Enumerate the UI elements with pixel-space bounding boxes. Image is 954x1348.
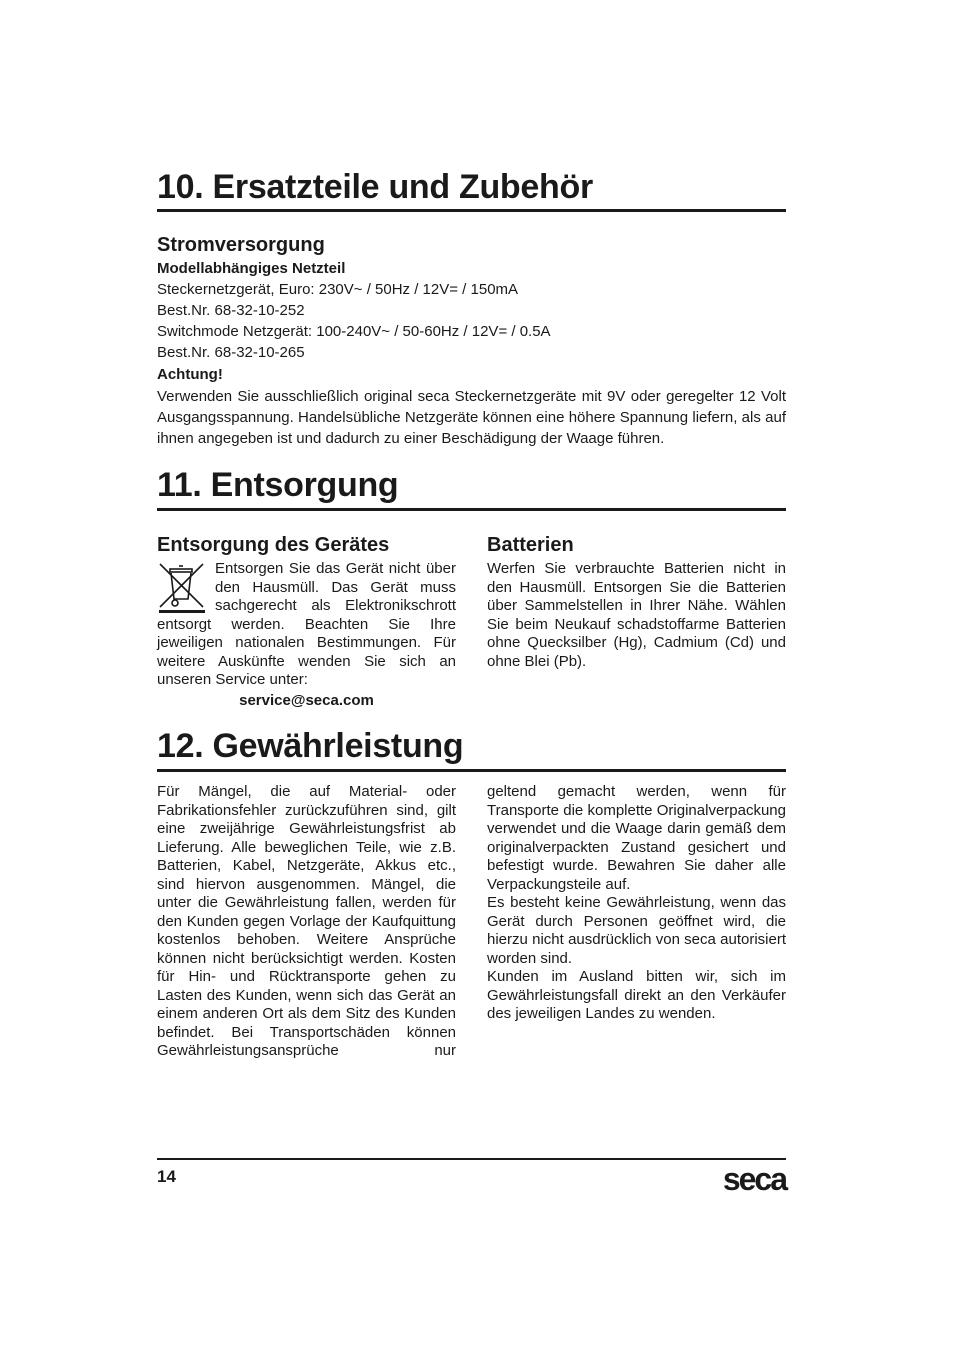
seca-logo: seca xyxy=(722,1161,786,1197)
footer-rule xyxy=(157,1158,786,1160)
warranty-right-column xyxy=(487,783,786,1024)
netzteil-line-1: Steckernetzgerät, Euro: 230V~ / 50Hz / 12V= / 150mA xyxy=(157,281,519,298)
batteries-heading: Batterien xyxy=(487,534,574,556)
page-number: 14 xyxy=(157,1167,176,1186)
icon-float-spacer xyxy=(157,560,215,614)
warning-text: Verwenden Sie ausschließlich original seca Steckernetzgeräte mit 9V oder geregelter 12 Volt Ausgangsspannung. Handelsübliche Netzgeräte können eine höhere Spannung liefern, als auf ihnen angegeben ist und dadurch zu einer Beschädigung der Waage führen. xyxy=(157,388,786,447)
warranty-paragraph-3: Kunden im Ausland bitten wir, sich im Gewährleistungsfall direkt an den Verkäufer des jeweiligen Landes zu wenden. xyxy=(487,968,786,1022)
section-10-rule xyxy=(157,209,786,212)
batteries-text: Werfen Sie verbrauchte Batterien nicht in den Hausmüll. Entsorgen Sie die Batterien über Sammelstellen in Ihrer Nähe. Wählen Sie beim Neukauf schadstoffarme Batterien ohne Quecksilber (Hg), Cadmium (Cd) und ohne Blei (Pb). xyxy=(487,560,786,670)
warranty-paragraph-2: Es besteht keine Gewährleistung, wenn das Gerät durch Personen geöffnet wird, die hierzu nicht ausdrücklich von seca autorisiert worden sind. xyxy=(487,894,786,967)
device-disposal-text: Entsorgen Sie das Gerät nicht über den Hausmüll. Das Gerät muss sachgerecht als Elektronikschrott entsorgt werden. Beachten Sie Ihre jeweiligen nationalen Bestimmungen. Für weitere Auskünfte wenden Sie sich an unseren Service unter: xyxy=(157,560,456,688)
warning-label: Achtung! xyxy=(157,366,223,383)
section-11-title: 11. Entsorgung xyxy=(157,466,399,504)
device-disposal-heading: Entsorgung des Gerätes xyxy=(157,534,390,556)
netzteil-subheading: Modellabhängiges Netzteil xyxy=(157,260,346,277)
netzteil-line-3: Switchmode Netzgerät: 100-240V~ / 50-60Hz / 12V= / 0.5A xyxy=(157,323,551,340)
warranty-paragraph-1: geltend gemacht werden, wenn für Transporte die komplette Originalverpackung verwendet und die Waage darin gemäß dem originalverpackten Zustand gesichert und befestigt wurde. Bewahren Sie daher alle Verpackungsteile auf. xyxy=(487,783,786,893)
service-email[interactable]: service@seca.com xyxy=(239,692,374,709)
netzteil-line-2: Best.Nr. 68-32-10-252 xyxy=(157,302,305,319)
device-disposal-text-block xyxy=(157,560,456,690)
warranty-left-text: Für Mängel, die auf Material- oder Fabrikationsfehler zurückzuführen sind, gilt eine zweijährige Gewährleistungsfrist ab Lieferung. Alle beweglichen Teile, wie z.B. Batterien, Kabel, Netzgeräte, Akkus etc., sind hiervon ausgenommen. Mängel, die unter die Gewährleistung fallen, werden für den Kunden gegen Vorlage der Kaufquittung kostenlos behoben. Weitere Ansprüche können nicht berücksichtigt werden. Kosten für Hin- und Rücktransporte gehen zu Lasten des Kunden, wenn sich das Gerät an einem anderen Ort als dem Sitz des Kunden befindet. Bei Transportschäden können Gewährleistungsansprüche nur xyxy=(157,783,456,1059)
section-12-title: 12. Gewährleistung xyxy=(157,727,464,765)
netzteil-line-4: Best.Nr. 68-32-10-265 xyxy=(157,344,305,361)
section-12-rule xyxy=(157,769,786,772)
stromversorgung-heading: Stromversorgung xyxy=(157,234,325,256)
section-10-title: 10. Ersatzteile und Zubehör xyxy=(157,168,593,206)
section-11-rule xyxy=(157,508,786,511)
